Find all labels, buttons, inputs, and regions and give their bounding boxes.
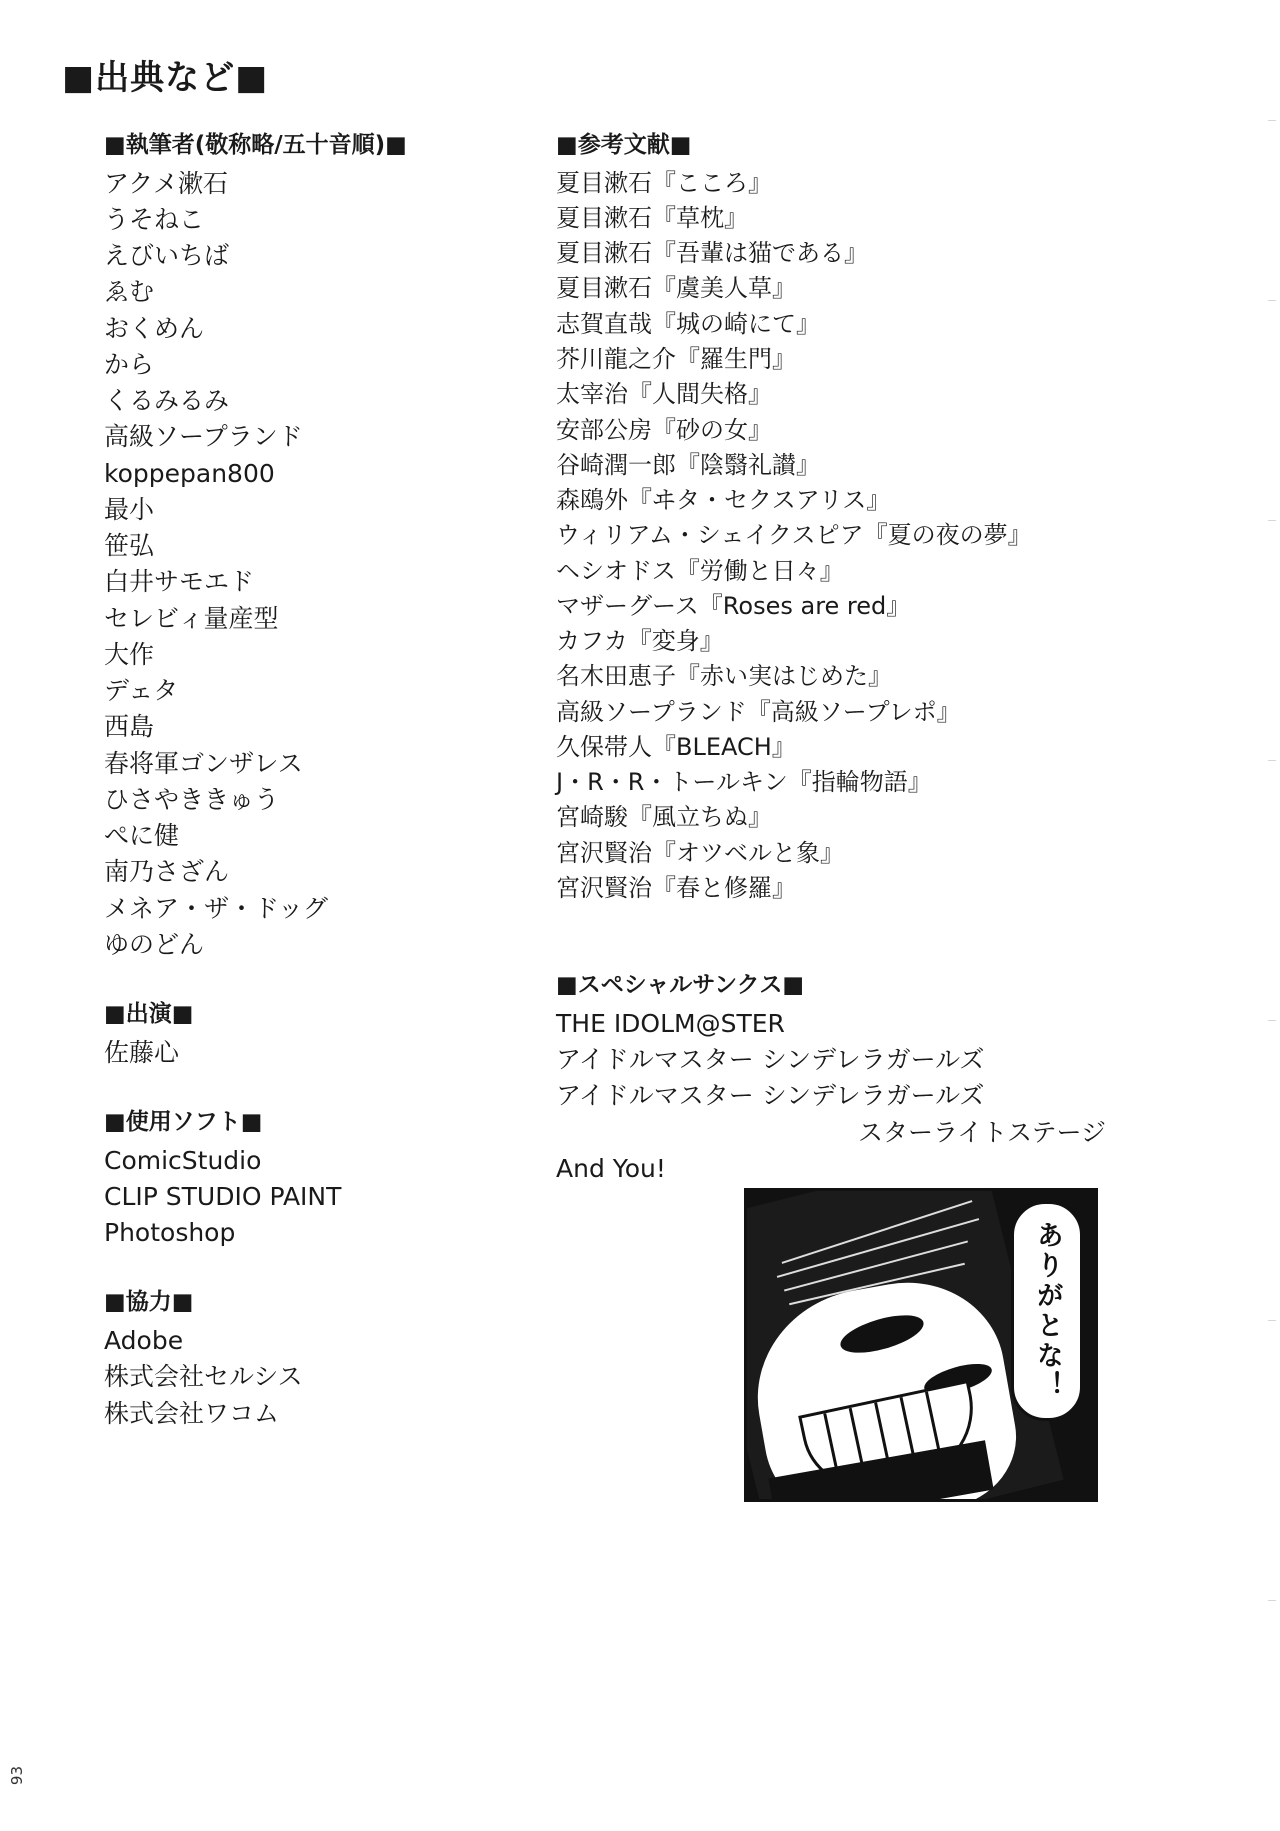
list-item: 春将軍ゴンザレス (104, 748, 303, 778)
section-heading: ■出演■ (104, 1001, 194, 1028)
list-item: ヘシオドス『労働と日々』 (556, 556, 844, 585)
list-item: 夏目漱石『こころ』 (556, 168, 772, 197)
list-item: うそねこ (104, 204, 205, 234)
list-item: から (104, 349, 155, 379)
list-item: ComicStudio (104, 1145, 262, 1175)
list-item: 高級ソープランド『高級ソープレポ』 (556, 697, 961, 726)
list-item: 大作 (104, 639, 155, 669)
edge-mark (1268, 1320, 1276, 1321)
list-item: デェタ (104, 676, 179, 706)
list-item: 南乃さざん (104, 857, 230, 887)
list-item: 最小 (104, 494, 155, 524)
list-item: 安部公房『砂の女』 (556, 415, 772, 444)
list-item: 宮沢賢治『春と修羅』 (556, 873, 796, 902)
manga-panel (744, 1188, 1098, 1502)
section-cast (104, 997, 574, 1071)
page-number: 93 (8, 1766, 26, 1786)
section-heading: ■参考文献■ (556, 132, 692, 158)
section-software (104, 1105, 574, 1251)
list-item: 夏目漱石『虞美人草』 (556, 274, 796, 303)
list-item: 芥川龍之介『羅生門』 (556, 344, 796, 373)
list-item: アイドルマスター シンデレラガールズ (556, 1081, 985, 1111)
edge-mark (1268, 1020, 1276, 1021)
list-item: 高級ソープランド (104, 422, 303, 452)
list-item: 笹弘 (104, 531, 155, 561)
list-item: マザーグース『Roses are red』 (556, 591, 911, 620)
list-item: 夏目漱石『草枕』 (556, 203, 748, 232)
list-item: 株式会社セルシス (104, 1362, 303, 1392)
list-item: Photoshop (104, 1218, 236, 1248)
list-item: おくめん (104, 313, 205, 343)
list-item: ウィリアム・シェイクスピア『夏の夜の夢』 (556, 521, 1032, 550)
page-title: ■出典など■ (62, 58, 269, 98)
section-references (556, 128, 1116, 906)
list-item: 白井サモエド (104, 567, 255, 597)
list-item: くるみるみ (104, 386, 230, 416)
list-item: 夏目漱石『吾輩は猫である』 (556, 239, 868, 268)
list-item: カフカ『変身』 (556, 627, 724, 656)
list-item: 森鴎外『ヰタ・セクスアリス』 (556, 486, 891, 515)
list-item: 谷崎潤一郎『陰翳礼讃』 (556, 450, 820, 479)
list-item: ゑむ (104, 277, 155, 307)
list-item: メネア・ザ・ドッグ (104, 893, 329, 923)
edge-mark (1268, 1600, 1276, 1601)
list-item: 株式会社ワコム (104, 1398, 280, 1428)
section-heading: ■使用ソフト■ (104, 1109, 263, 1136)
section-cooperation (104, 1285, 574, 1431)
edge-mark (1268, 520, 1276, 521)
list-item: えびいちば (104, 241, 230, 271)
list-item: セレビィ量産型 (104, 603, 279, 633)
list-item: 太宰治『人間失格』 (556, 380, 772, 409)
edge-mark (1268, 760, 1276, 761)
list-item: ぺに健 (104, 821, 180, 851)
section-contributors (104, 128, 574, 963)
list-item: 名木田恵子『赤い実はじめた』 (556, 662, 892, 691)
list-item: And You! (556, 1153, 666, 1183)
section-heading: ■スペシャルサンクス■ (556, 972, 805, 999)
speech-bubble (1011, 1201, 1083, 1421)
list-item: J・R・R・トールキン『指輪物語』 (556, 768, 932, 797)
list-item: 志賀直哉『城の崎にて』 (556, 309, 820, 338)
section-heading: ■執筆者(敬称略/五十音順)■ (104, 132, 407, 158)
edge-mark (1268, 120, 1276, 121)
list-item: アイドルマスター シンデレラガールズ (556, 1045, 985, 1075)
list-item: 佐藤心 (104, 1037, 180, 1067)
list-item: koppepan800 (104, 458, 275, 488)
list-item: ひさやききゅう (104, 784, 280, 814)
section-heading: ■協力■ (104, 1289, 194, 1316)
list-item: 久保帯人『BLEACH』 (556, 732, 796, 761)
list-item: 宮崎駿『風立ちぬ』 (556, 803, 772, 832)
list-item: CLIP STUDIO PAINT (104, 1181, 342, 1211)
list-item: Adobe (104, 1326, 184, 1356)
list-item: 西島 (104, 712, 155, 742)
edge-mark (1268, 300, 1276, 301)
speech-bubble-text: ありがとな！ (1031, 1221, 1063, 1401)
list-item: アクメ漱石 (104, 168, 229, 198)
right-column (556, 128, 1116, 1187)
section-special-thanks (556, 968, 1116, 1187)
list-item: ゆのどん (104, 929, 205, 959)
list-item: 宮沢賢治『オツベルと象』 (556, 838, 844, 867)
left-column (104, 128, 574, 1432)
list-item: スターライトステージ (857, 1117, 1106, 1147)
list-item: THE IDOLM@STER (556, 1008, 785, 1038)
